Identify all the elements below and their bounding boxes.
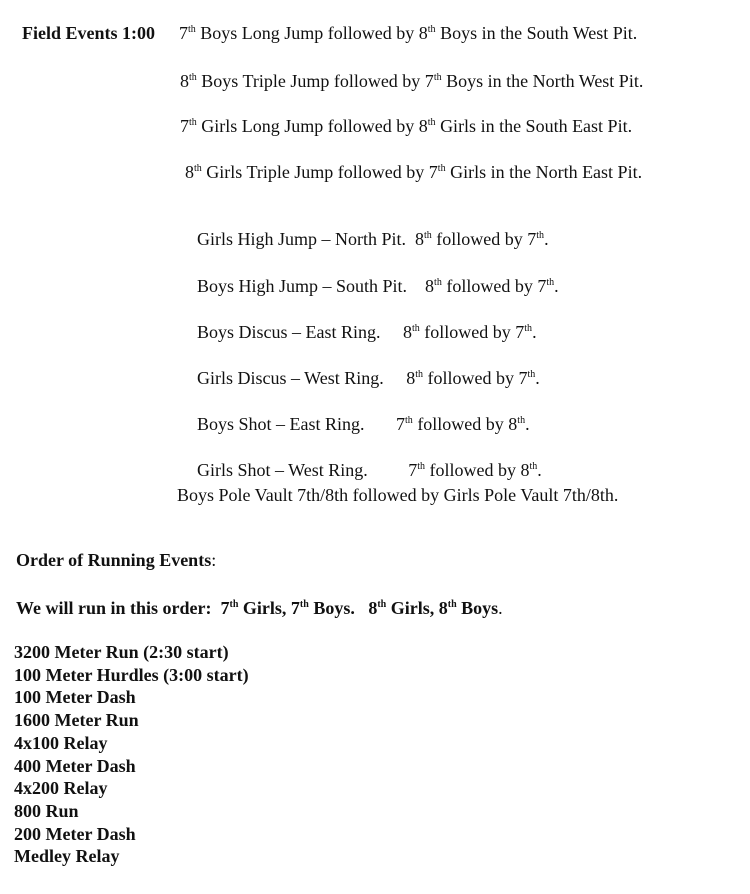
running-events-heading: Order of Running Events: <box>16 550 217 570</box>
field-event-line: Girls Discus – West Ring. 8th followed by 7th. <box>197 368 540 388</box>
field-events-label: Field Events 1:00 <box>22 23 155 43</box>
list-item: Medley Relay <box>14 846 120 867</box>
field-event-line: Girls Shot – West Ring. 7th followed by 8th. <box>197 460 542 480</box>
field-event-line: Boys Discus – East Ring. 8th followed by 7th. <box>197 322 537 342</box>
running-events-list <box>14 641 249 868</box>
field-event-line: Boys High Jump – South Pit. 8th followed by 7th. <box>197 276 559 296</box>
list-item: 4x100 Relay <box>14 732 108 753</box>
field-event-line: Girls High Jump – North Pit. 8th followed by 7th. <box>197 229 549 249</box>
running-order-line: We will run in this order: 7th Girls, 7th Boys. 8th Girls, 8th Boys. <box>16 598 503 618</box>
field-event-line: 8th Girls Triple Jump followed by 7th Girls in the North East Pit. <box>185 162 643 182</box>
field-event-line: Boys Shot – East Ring. 7th followed by 8th. <box>197 414 530 434</box>
list-item: 100 Meter Hurdles (3:00 start) <box>14 664 249 685</box>
list-item: 3200 Meter Run (2:30 start) <box>14 642 229 662</box>
list-item: 100 Meter Dash <box>14 687 136 708</box>
list-item: 400 Meter Dash <box>14 755 136 776</box>
field-event-line: 7th Girls Long Jump followed by 8th Girls in the South East Pit. <box>180 116 633 136</box>
list-item: 200 Meter Dash <box>14 823 136 844</box>
field-event-line: 7th Boys Long Jump followed by 8th Boys in the South West Pit. <box>179 23 638 43</box>
field-event-line: 8th Boys Triple Jump followed by 7th Boys in the North West Pit. <box>180 71 644 91</box>
pole-vault-line: Boys Pole Vault 7th/8th followed by Girls Pole Vault 7th/8th. <box>177 485 619 505</box>
list-item: 800 Run <box>14 800 79 821</box>
list-item: 1600 Meter Run <box>14 710 139 731</box>
list-item: 4x200 Relay <box>14 778 108 799</box>
